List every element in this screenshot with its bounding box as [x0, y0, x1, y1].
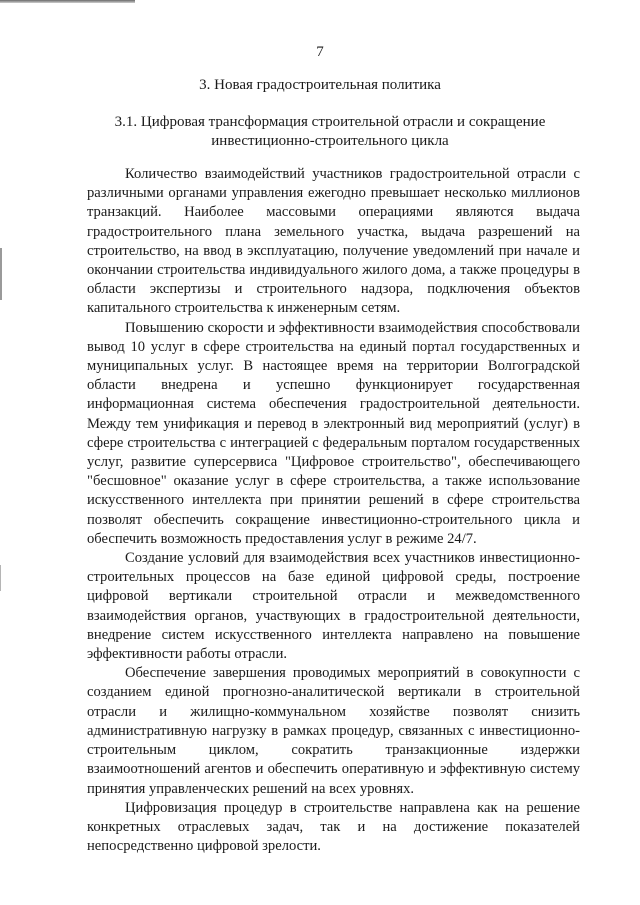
body-text: [87, 165, 580, 856]
paragraph: Создание условий для взаимодействия всех участников инвестиционно-строительных процессов на базе единой цифровой среды, построение цифровой вертикали строительной отрасли и межведомственного взаимодействия органов, участвующих в градостроительной деятельности, внедрение систем искусственного интеллекта направлено на повышение эффективности работы отрасли.: [87, 550, 580, 663]
subsection-title: 3.1. Цифровая трансформация строительной отрасли и сокращение инвестиционно-строительного цикла: [114, 114, 546, 149]
scan-edge-artifact: [0, 0, 135, 3]
paragraph: Цифровизация процедур в строительстве направлена как на решение конкретных отраслевых задач, так и на достижение показателей непосредственно цифровой зрелости.: [87, 799, 580, 855]
scan-edge-artifact: [0, 565, 1, 591]
paragraph: Количество взаимодействий участников градостроительной отрасли с различными органами управления ежегодно превышает несколько миллионов транзакций. Наиболее массовыми операциями являются выдача градостроительного плана земельного участка, выдача разрешений на строительство, на ввод в эксплуатацию, получение уведомлений при начале и окончании строительства индивидуального жилого дома, а также процедуры в области экспертизы и строительного надзора, подключения объектов капитального строительства к инженерным сетям.: [87, 166, 580, 317]
paragraph: Повышению скорости и эффективности взаимодействия способствовали вывод 10 услуг в сфере строительства на единый портал государственных и муниципальных услуг. В настоящее время на территории Волгоградской области внедрена и успешно функционирует государственная информационная система обеспечения градостроительной деятельности. Между тем унификация и перевод в электронный вид мероприятий (услуг) в сфере строительства с интеграцией с федеральным порталом государственных услуг, развитие суперсервиса "Цифровое строительство", обеспечивающего "бесшовное" оказание услуг в сфере строительства, а также использование искусственного интеллекта при принятии решений в сфере строительства позволят обеспечить сокращение инвестиционно-строительного цикла и обеспечить возможность предоставления услуг в режиме 24/7.: [87, 319, 580, 547]
section-title: 3. Новая градостроительная политика: [199, 77, 441, 93]
scan-edge-artifact: [0, 248, 2, 300]
page-number: 7: [316, 44, 324, 60]
paragraph: Обеспечение завершения проводимых мероприятий в совокупности с созданием единой прогнозно-аналитической вертикали в строительной отрасли и жилищно-коммунальном хозяйстве позволят снизить административную нагрузку в рамках процедур, связанных с инвестиционно-строительным циклом, сократить транзакционные издержки взаимоотношений агентов и обеспечить оперативную и эффективную систему принятия управленческих решений на всех уровнях.: [87, 665, 580, 797]
